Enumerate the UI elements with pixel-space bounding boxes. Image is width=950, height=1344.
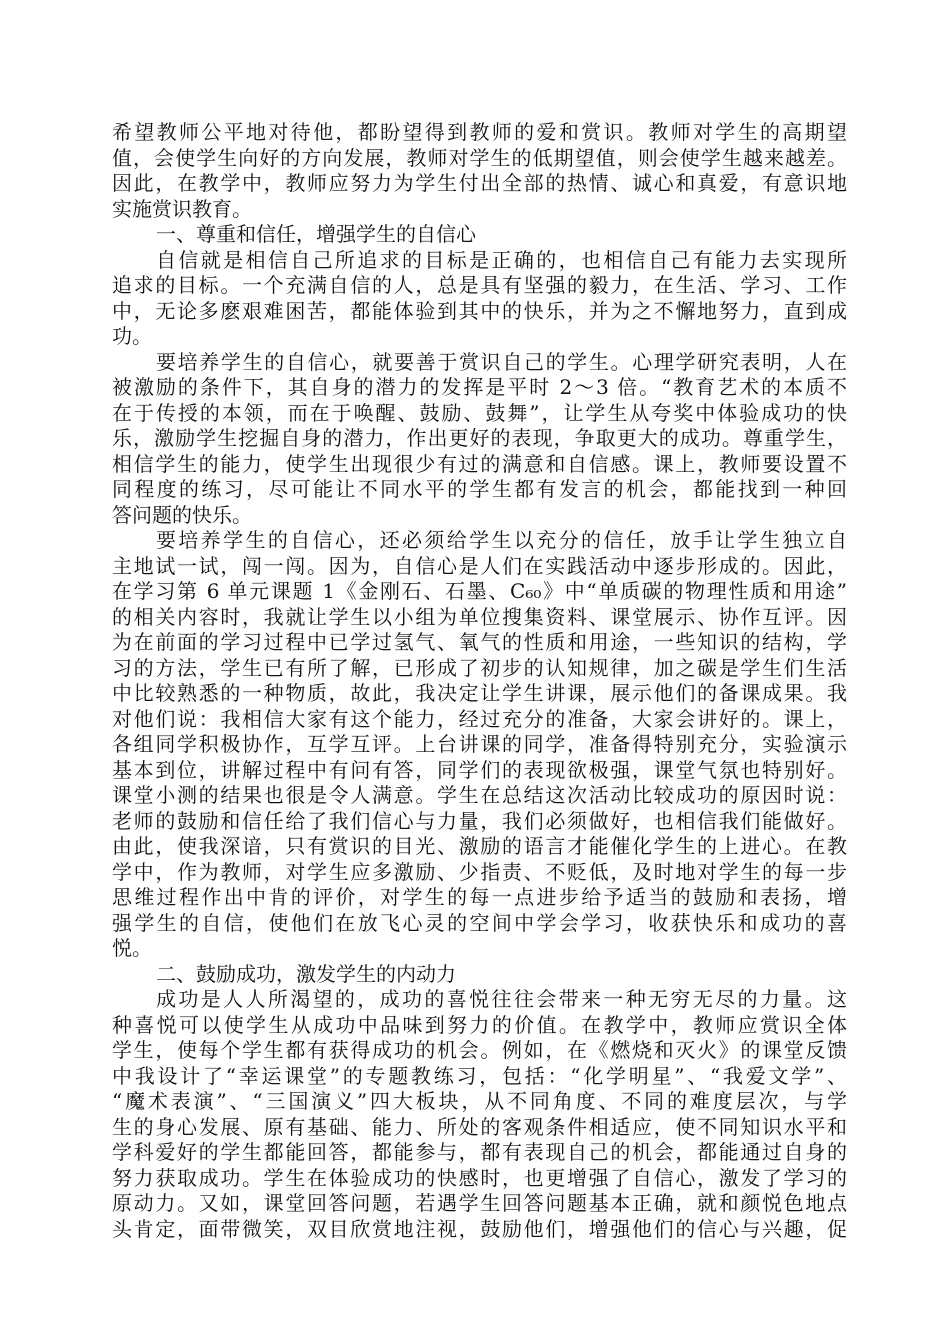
text-line: 各组同学积极协作，互学互评。上台讲课的同学，准备得特别充分，实验演示	[112, 732, 847, 756]
text-line: 实施赏识教育。	[112, 196, 252, 221]
text-line: 在于传授的本领，而在于唤醒、鼓励、鼓舞”，让学生从夸奖中体验成功的快	[112, 400, 847, 425]
text-line: 希望教师公平地对待他，都盼望得到教师的爱和赏识。教师对学生的高期望	[112, 120, 847, 144]
text-line: 种喜悦可以使学生从成功中品味到努力的价值。在教学中，教师应赏识全体	[112, 1012, 847, 1037]
text-line: 主地试一试，闯一闯。因为，自信心是人们在实践活动中逐步形成的。因此，	[112, 553, 847, 578]
section-heading-1: 一、尊重和信任，增强学生的自信心	[156, 222, 476, 246]
text-line: 中我设计了“幸运课堂”的专题教练习，包括：“化学明星”、“我爱文学”、	[112, 1063, 847, 1088]
text-line: 相信学生的能力，使学生出现很少有过的满意和自信感。课上，教师要设置不	[112, 451, 847, 476]
text-line: 生的身心发展、原有基础、能力、所处的客观条件相适应，使不同知识水平和	[112, 1114, 847, 1139]
text-line: 中比较熟悉的一种物质，故此，我决定让学生讲课，展示他们的备课成果。我	[112, 681, 847, 705]
text-line: 原动力。又如，课堂回答问题，若遇学生回答问题基本正确，就和颜悦色地点	[112, 1191, 847, 1215]
text-line: 课堂小测的结果也很是令人满意。学生在总结这次活动比较成功的原因时说：	[112, 783, 847, 807]
text-line: 思维过程作出中肯的评价，对学生的每一点进步给予适当的鼓励和表扬，增	[112, 885, 847, 909]
text-line: 由此，使我深谙，只有赏识的目光、激励的语言才能催化学生的上进心。在教	[112, 834, 847, 858]
text-line: 对他们说：我相信大家有这个能力，经过充分的准备，大家会讲好的。课上，	[112, 706, 847, 731]
text-line: 追求的目标。一个充满自信的人，总是具有坚强的毅力，在生活、学习、工作	[112, 273, 847, 297]
text-line: 乐，激励学生挖掘自身的潜力，作出更好的表现，争取更大的成功。尊重学生，	[112, 426, 847, 450]
text-line: 学生，使每个学生都有获得成功的机会。例如，在《燃烧和灭火》的课堂反馈	[112, 1038, 847, 1062]
text-line: 悦。	[112, 936, 152, 960]
text-line: 基本到位，讲解过程中有问有答，同学们的表现欲极强，课堂气氛也特别好。	[112, 757, 847, 782]
text-line: 的相关内容时，我就让学生以小组为单位搜集资料、课堂展示、协作互评。因	[112, 604, 847, 629]
text-line: 努力获取成功。学生在体验成功的快感时，也更增强了自信心，激发了学习的	[112, 1165, 847, 1190]
text-line: 要培养学生的自信心，还必须给学生以充分的信任，放手让学生独立自	[156, 528, 847, 552]
text-line: 自信就是相信自己所追求的目标是正确的，也相信自己有能力去实现所	[156, 247, 847, 272]
text-line: 功。	[112, 324, 152, 348]
section-heading-2: 二、鼓励成功，激发学生的内动力	[156, 961, 456, 986]
text-line: 在学习第 6 单元课题 1《金刚石、石墨、C₆₀》中“单质碳的物理性质和用途”	[112, 579, 847, 603]
text-line: 学中，作为教师，对学生应多激励、少指责、不贬低，及时地对学生的每一步	[112, 859, 847, 884]
text-line: “魔术表演”、“三国演义”四大板块，从不同角度、不同的难度层次，与学	[112, 1089, 847, 1113]
text-line: 老师的鼓励和信任给了我们信心与力量，我们必须做好，也相信我们能做好。	[112, 808, 847, 833]
text-line: 头肯定，面带微笑，双目欣赏地注视，鼓励他们，增强他们的信心与兴趣，促	[112, 1216, 847, 1241]
text-line: 强学生的自信，使他们在放飞心灵的空间中学会学习，收获快乐和成功的喜	[112, 910, 847, 935]
text-line: 值，会使学生向好的方向发展，教师对学生的低期望值，则会使学生越来越差。	[112, 145, 847, 170]
text-line: 因此，在教学中，教师应努力为学生付出全部的热情、诚心和真爱，有意识地	[112, 171, 847, 195]
text-line: 要培养学生的自信心，就要善于赏识自己的学生。心理学研究表明，人在	[156, 349, 847, 374]
text-line: 为在前面的学习过程中已学过氢气、氧气的性质和用途，一些知识的结构，学	[112, 630, 847, 654]
text-line: 学科爱好的学生都能回答，都能参与，都有表现自己的机会，都能通过自身的	[112, 1140, 847, 1164]
text-line: 中，无论多麽艰难困苦，都能体验到其中的快乐，并为之不懈地努力，直到成	[112, 298, 847, 323]
text-line: 同程度的练习，尽可能让不同水平的学生都有发言的机会，都能找到一种回	[112, 477, 847, 501]
document-page	[112, 120, 847, 1242]
text-line: 被激励的条件下，其自身的潜力的发挥是平时 2～3 倍。“教育艺术的本质不	[112, 375, 847, 399]
text-line: 答问题的快乐。	[112, 502, 252, 527]
text-line: 成功是人人所渴望的，成功的喜悦往往会带来一种无穷无尽的力量。这	[156, 987, 847, 1011]
text-line: 习的方法，学生已有所了解，已形成了初步的认知规律，加之碳是学生们生活	[112, 655, 847, 680]
